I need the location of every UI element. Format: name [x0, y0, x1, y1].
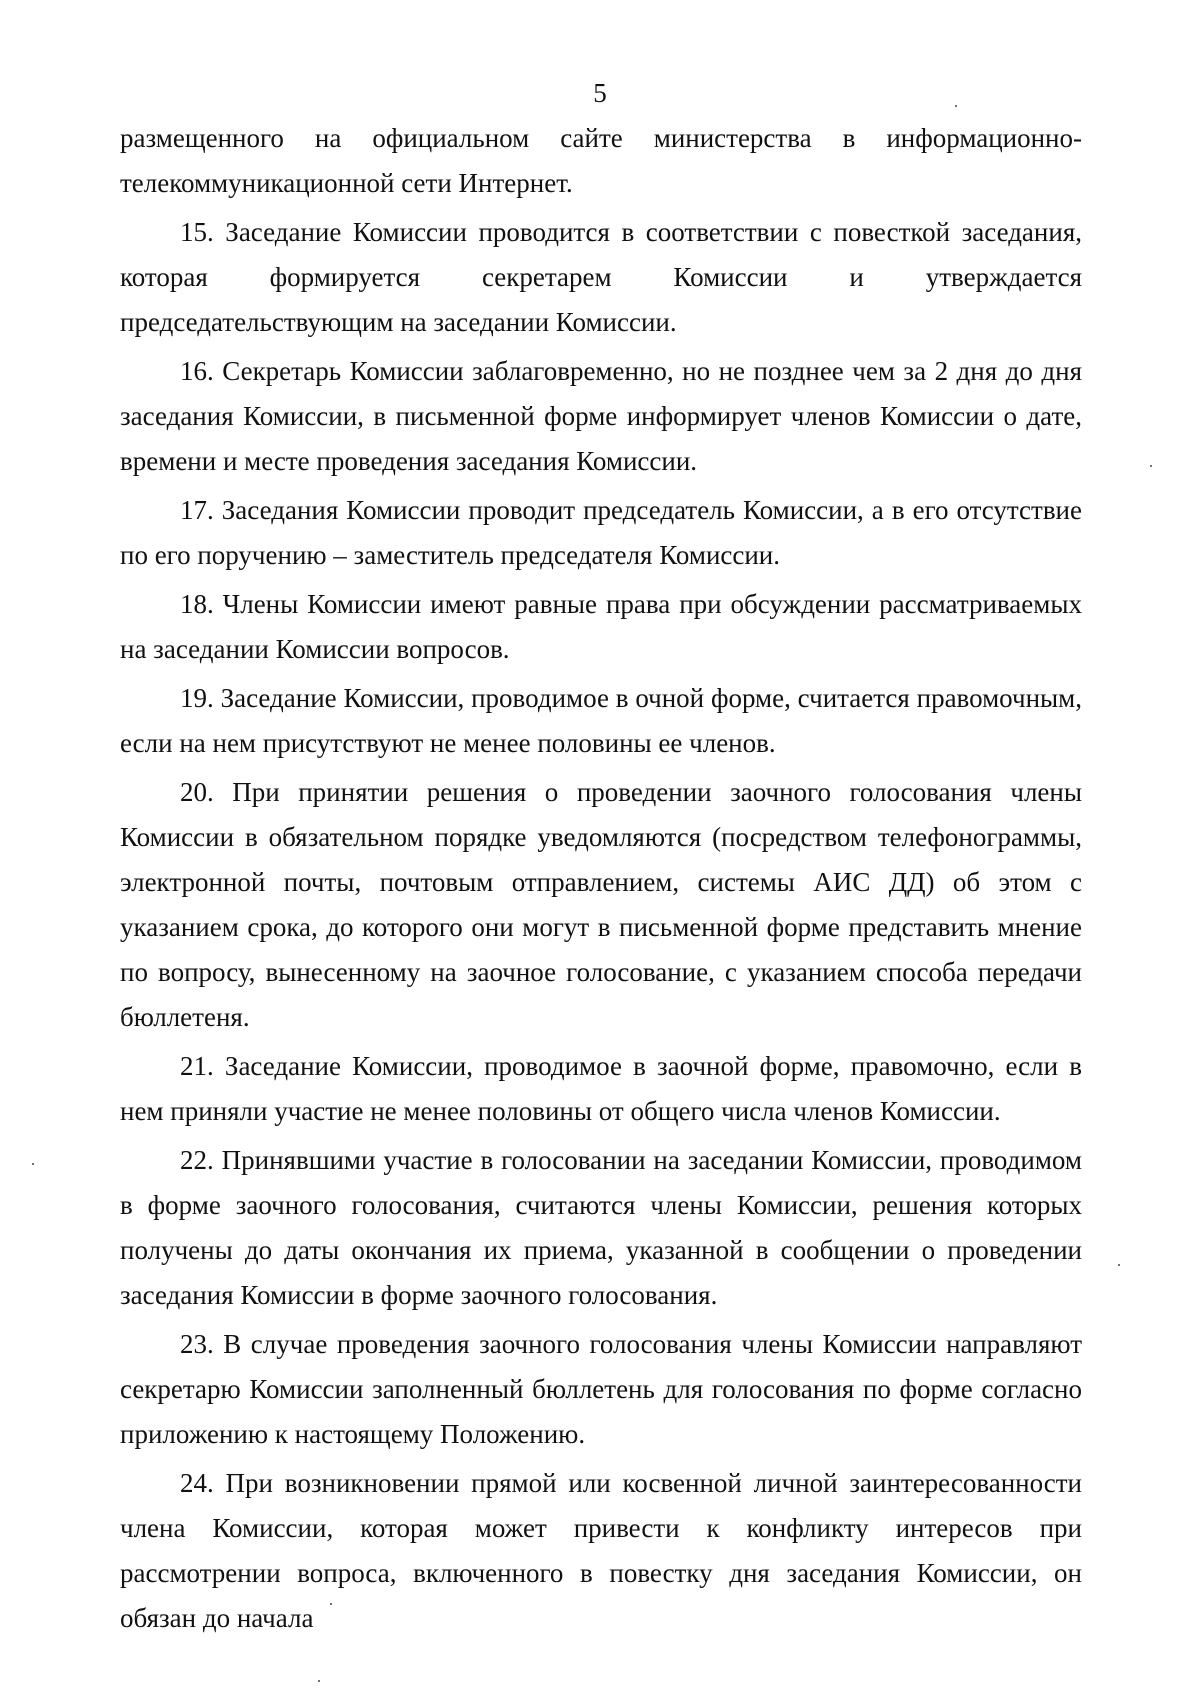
scan-speck	[32, 1163, 34, 1165]
page-number: 5	[593, 78, 607, 108]
paragraph-23: 23. В случае проведения заочного голосования члены Комиссии направляют секретарю Комиссии заполненный бюллетень для голосования по форме согласно приложению к настоящему Положению.	[120, 1329, 1082, 1449]
scan-speck	[318, 1680, 320, 1682]
paragraph-16: 16. Секретарь Комиссии заблаговременно, но не позднее чем за 2 дня до дня заседания Комиссии, в письменной форме информирует членов Комиссии о дате, времени и месте проведения заседания Комиссии.	[120, 356, 1082, 476]
scan-speck	[1118, 1264, 1120, 1266]
scan-speck	[1150, 465, 1152, 467]
paragraph-17: 17. Заседания Комиссии проводит председатель Комиссии, а в его отсутствие по его поручению – заместитель председателя Комиссии.	[120, 495, 1082, 570]
paragraph-line: размещенного на официальном сайте министерства в информационно-	[120, 123, 1082, 153]
paragraph-20: 20. При принятии решения о проведении заочного голосования члены Комиссии в обязательном порядке уведомляются (посредством телефонограммы, электронной почты, почтовым отправлением, системы АИС ДД) об этом с указанием срока, до которого они могут в письменной форме представить мнение по вопросу, вынесенному на заочное голосование, с указанием способа передачи бюллетеня.	[120, 777, 1082, 1032]
scan-speck	[955, 105, 957, 107]
paragraph-15: 15. Заседание Комиссии проводится в соответствии с повесткой заседания, которая формируется секретарем Комиссии и утверждается председательствующим на заседании Комиссии.	[120, 217, 1082, 337]
paragraph-18: 18. Члены Комиссии имеют равные права при обсуждении рассматриваемых на заседании Комиссии вопросов.	[120, 589, 1082, 664]
document-body	[120, 116, 1082, 1645]
paragraph-19: 19. Заседание Комиссии, проводимое в очной форме, считается правомочным, если на нем присутствуют не менее половины ее членов.	[120, 683, 1082, 758]
paragraph-22: 22. Принявшими участие в голосовании на заседании Комиссии, проводимом в форме заочного голосования, считаются члены Комиссии, решения которых получены до даты окончания их приема, указанной в сообщении о проведении заседания Комиссии в форме заочного голосования.	[120, 1145, 1082, 1310]
paragraph-continuation	[120, 116, 1082, 206]
paragraph-24: 24. При возникновении прямой или косвенной личной заинтересованности члена Комиссии, которая может привести к конфликту интересов при рассмотрении вопроса, включенного в повестку дня заседания Комиссии, он обязан до начала	[120, 1468, 1082, 1633]
paragraph-line: телекоммуникационной сети Интернет.	[120, 168, 573, 198]
paragraph-21: 21. Заседание Комиссии, проводимое в заочной форме, правомочно, если в нем приняли участие не менее половины от общего числа членов Комиссии.	[120, 1051, 1082, 1126]
scan-speck	[330, 1603, 332, 1605]
